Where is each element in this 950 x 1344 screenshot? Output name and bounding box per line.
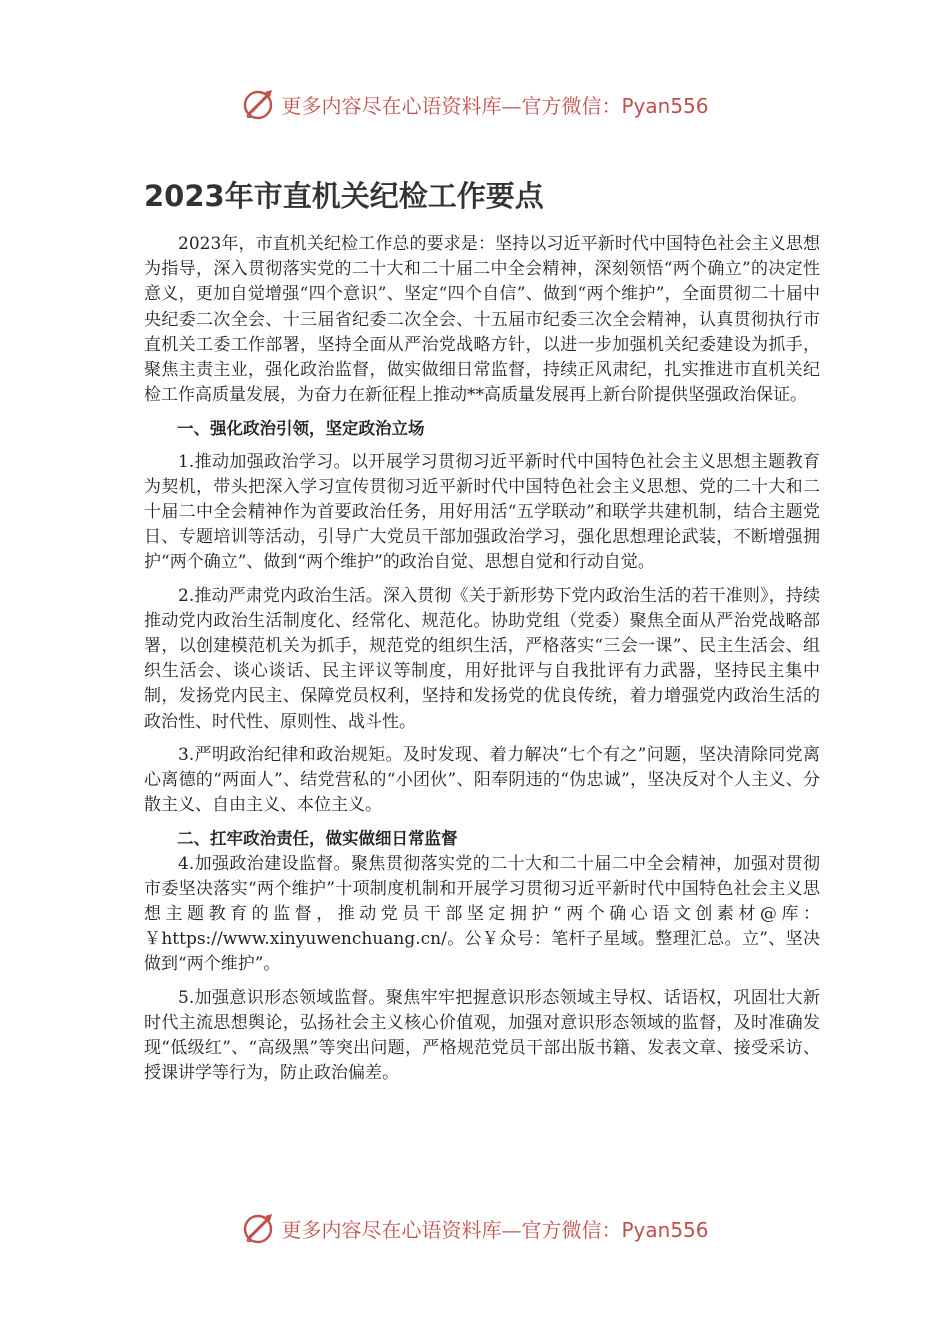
document-body bbox=[144, 232, 820, 1087]
section-heading-1: 一、强化政治引领，坚定政治立场 bbox=[177, 419, 425, 439]
footer-banner bbox=[0, 1208, 950, 1248]
pen-ink-logo-icon bbox=[241, 86, 277, 122]
paragraph-3: 3.严明政治纪律和政治规矩。及时发现、着力解决“七个有之”问题，坚决清除同党离心离德的“两面人”、结党营私的“小团伙”、阳奉阴违的“伪忠诚”，坚决反对个人主义、分散主义、自由主义、本位主义。 bbox=[144, 744, 820, 816]
pen-ink-logo-icon bbox=[241, 1210, 277, 1246]
paragraph-2: 2.推动严肃党内政治生活。深入贯彻《关于新形势下党内政治生活的若干准则》，持续推动党内政治生活制度化、经常化、规范化。协助党组（党委）聚焦全面从严治党战略部署，以创建模范机关为抓手，规范党的组织生活，严格落实“三会一课”、民主生活会、组织生活会、谈心谈话、民主评议等制度，用好批评与自我批评有力武器，坚持民主集中制，发扬党内民主、保障党员权利，坚持和发扬党的优良传统，着力增强党内政治生活的政治性、时代性、原则性、战斗性。 bbox=[144, 585, 820, 732]
section-heading-2: 二、扛牢政治责任，做实做细日常监督 bbox=[177, 829, 458, 849]
banner-text: 更多内容尽在心语资料库—官方微信：Pyan556 bbox=[281, 93, 709, 118]
document-title: 2023年市直机关纪检工作要点 bbox=[144, 179, 544, 213]
wechat-id: Pyan556 bbox=[621, 1217, 709, 1242]
header-banner bbox=[0, 84, 950, 124]
banner-text: 更多内容尽在心语资料库—官方微信：Pyan556 bbox=[281, 1217, 709, 1242]
paragraph-1: 1.推动加强政治学习。以开展学习贯彻习近平新时代中国特色社会主义思想主题教育为契机，带头把深入学习宣传贯彻习近平新时代中国特色社会主义思想、党的二十大和二十届二中全会精神作为首要政治任务，用好用活“五学联动”和联学共建机制，结合主题党日、专题培训等活动，引导广大党员干部加强政治学习，强化思想理论武装，不断增强拥护“两个确立”、做到“两个维护”的政治自觉、思想自觉和行动自觉。 bbox=[144, 451, 820, 573]
intro-paragraph: 2023年，市直机关纪检工作总的要求是：坚持以习近平新时代中国特色社会主义思想为指导，深入贯彻落实党的二十大和二十届二中全会精神，深刻领悟“两个确立”的决定性意义，更加自觉增强“四个意识”、坚定“四个自信”、做到“两个维护”，全面贯彻二十届中央纪委二次全会、十三届省纪委二次全会、十五届市纪委三次全会精神，认真贯彻执行市直机关工委工作部署，坚持全面从严治党战略方针，以进一步加强机关纪委建设为抓手，聚焦主责主业，强化政治监督，做实做细日常监督，持续正风肃纪，扎实推进市直机关纪检工作高质量发展，为奋力在新征程上推动**高质量发展再上新台阶提供坚强政治保证。 bbox=[144, 234, 820, 406]
wechat-id: Pyan556 bbox=[621, 93, 709, 118]
paragraph-5: 5.加强意识形态领域监督。聚焦牢牢把握意识形态领域主导权、话语权，巩固壮大新时代主流思想舆论，弘扬社会主义核心价值观，加强对意识形态领域的监督，及时准确发现“低级红”、“高级黑”等突出问题，严格规范党员干部出版书籍、发表文章、接受采访、授课讲学等行为，防止政治偏差。 bbox=[144, 987, 820, 1084]
paragraph-4: 4.加强政治建设监督。聚焦贯彻落实党的二十大和二十届二中全会精神，加强对贯彻市委坚决落实“两个维护”十项制度机制和开展学习贯彻习近平新时代中国特色社会主义思想主题教育的监督，推动党员干部坚定拥护“两个确心语文创素材@库：￥https://www.xinyuwenchuang.cn/。公￥众号：笔杆子星域。整理汇总。立”、坚决做到“两个维护”。 bbox=[144, 853, 820, 975]
